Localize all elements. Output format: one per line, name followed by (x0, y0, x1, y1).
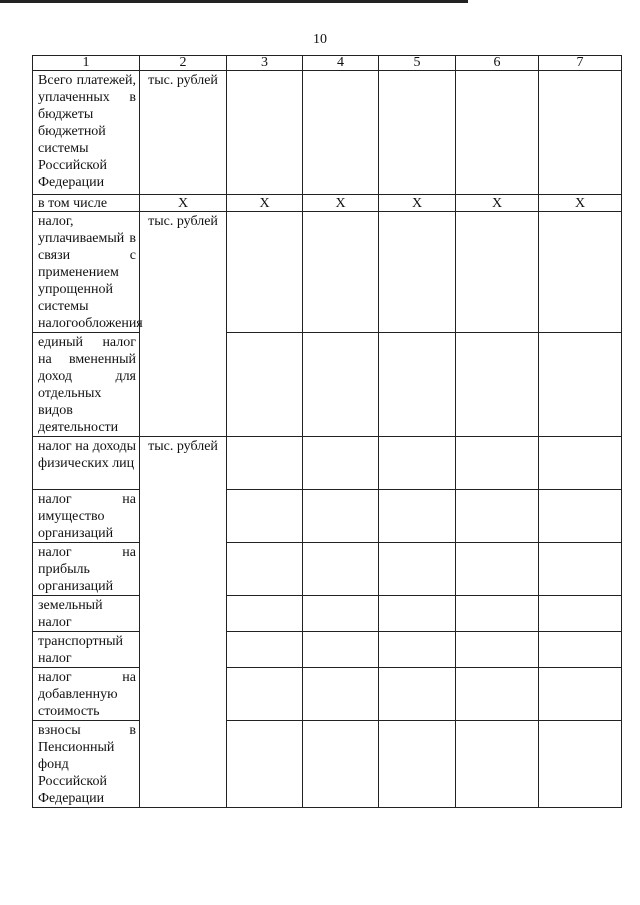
data-cell (227, 71, 303, 195)
table-row (33, 195, 622, 212)
column-header: 5 (379, 56, 456, 71)
table-row (33, 721, 622, 808)
data-cell (379, 632, 456, 668)
data-cell (227, 490, 303, 543)
row-label: транспортный налог (33, 632, 140, 668)
x-mark: Х (303, 195, 379, 212)
x-mark: Х (379, 195, 456, 212)
column-header: 3 (227, 56, 303, 71)
data-cell (303, 333, 379, 437)
top-rule (0, 0, 468, 3)
data-cell (539, 721, 622, 808)
row-label: налог на доходы физических лиц (33, 437, 140, 490)
unit-cell: тыс. рублей (140, 71, 227, 195)
x-mark: Х (539, 195, 622, 212)
data-cell (539, 543, 622, 596)
table-row (33, 212, 622, 333)
column-header: 6 (456, 56, 539, 71)
data-cell (303, 721, 379, 808)
x-mark: Х (456, 195, 539, 212)
data-cell (227, 668, 303, 721)
data-cell (227, 596, 303, 632)
row-label: налог на имущество организаций (33, 490, 140, 543)
data-cell (456, 212, 539, 333)
data-cell (303, 71, 379, 195)
data-cell (227, 721, 303, 808)
data-cell (379, 721, 456, 808)
data-cell (303, 668, 379, 721)
data-cell (303, 596, 379, 632)
column-header: 4 (303, 56, 379, 71)
data-cell (456, 543, 539, 596)
table-row (33, 632, 622, 668)
data-cell (456, 437, 539, 490)
report-table (32, 55, 622, 808)
column-header: 2 (140, 56, 227, 71)
data-cell (379, 543, 456, 596)
table-row (33, 668, 622, 721)
data-cell (379, 333, 456, 437)
data-cell (227, 437, 303, 490)
table-row (33, 437, 622, 490)
data-cell (539, 632, 622, 668)
data-cell (539, 596, 622, 632)
data-cell (227, 333, 303, 437)
data-cell (303, 543, 379, 596)
unit-cell: тыс. рублей (140, 437, 227, 808)
row-label: Всего платежей, уплаченных в бюджеты бюджетной системы Российской Федерации (33, 71, 140, 195)
data-cell (227, 543, 303, 596)
data-cell (379, 668, 456, 721)
row-label: взносы в Пенсионный фонд Российской Федерации (33, 721, 140, 808)
data-cell (456, 721, 539, 808)
data-cell (456, 71, 539, 195)
data-cell (456, 596, 539, 632)
row-label: единый налог на вмененный доход для отдельных видов деятельности (33, 333, 140, 437)
data-cell (227, 632, 303, 668)
data-cell (379, 490, 456, 543)
row-label: в том числе (33, 195, 140, 212)
row-label: налог на прибыль организаций (33, 543, 140, 596)
data-cell (379, 212, 456, 333)
x-mark: Х (227, 195, 303, 212)
data-cell (227, 212, 303, 333)
data-cell (456, 333, 539, 437)
data-cell (379, 437, 456, 490)
data-cell (539, 71, 622, 195)
x-mark: Х (140, 195, 227, 212)
table-row (33, 490, 622, 543)
data-cell (539, 437, 622, 490)
table-row (33, 71, 622, 195)
data-cell (539, 668, 622, 721)
page-number: 10 (313, 32, 327, 47)
data-cell (379, 71, 456, 195)
data-cell (303, 212, 379, 333)
unit-cell: тыс. рублей (140, 212, 227, 437)
data-cell (456, 490, 539, 543)
data-cell (303, 437, 379, 490)
row-label: налог, уплачиваемый в связи с применением упрощенной системы налогообложения (33, 212, 140, 333)
table-row (33, 333, 622, 437)
data-cell (303, 632, 379, 668)
header-row (33, 56, 622, 71)
data-cell (456, 632, 539, 668)
data-cell (539, 212, 622, 333)
data-cell (539, 490, 622, 543)
column-header: 1 (33, 56, 140, 71)
row-label: земельный налог (33, 596, 140, 632)
column-header: 7 (539, 56, 622, 71)
data-cell (456, 668, 539, 721)
data-cell (379, 596, 456, 632)
table-row (33, 596, 622, 632)
row-label: налог на добавленную стоимость (33, 668, 140, 721)
data-cell (539, 333, 622, 437)
data-cell (303, 490, 379, 543)
table-row (33, 543, 622, 596)
